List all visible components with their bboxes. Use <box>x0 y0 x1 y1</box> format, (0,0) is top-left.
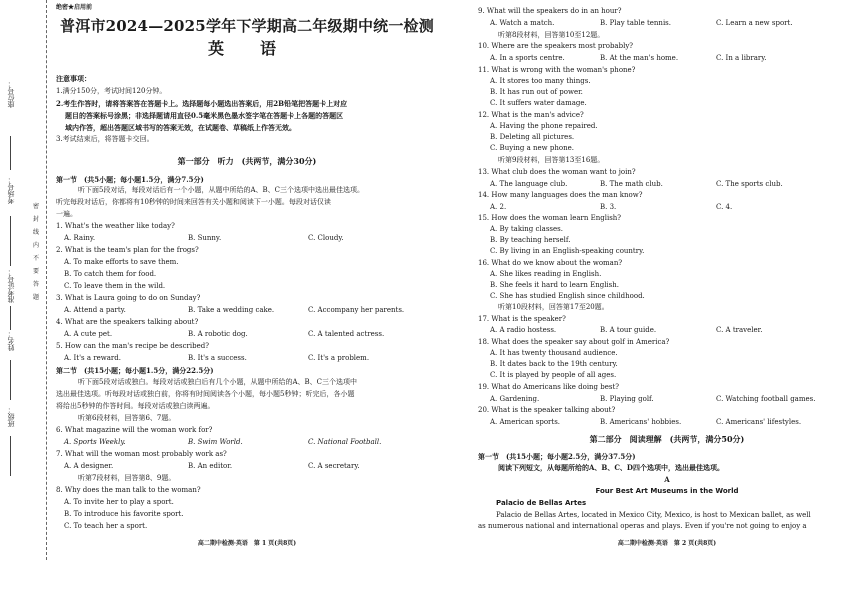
part1-title: 第一部分 听力 (共两节，满分30分) <box>177 156 317 166</box>
option: B. Take a wedding cake. <box>188 306 275 314</box>
option: A. It stores too many things. <box>490 77 591 85</box>
option: B. Swim World. <box>188 438 243 446</box>
exam-room-label: 考场号： <box>7 176 15 204</box>
page-2 <box>478 0 856 560</box>
option: C. She has studied English since childhood. <box>490 292 645 300</box>
option: C. It's a problem. <box>308 354 370 362</box>
question-16: 16. What do we know about the woman? <box>478 259 623 267</box>
museum-heading: Palacio de Bellas Artes <box>496 499 587 507</box>
notice-line: 3.考试结束后，将答题卡交回。 <box>56 135 154 143</box>
seat-label: 座位号： <box>7 80 15 108</box>
section1-title: 第一节 (共5小题；每小题1.5分，满分7.5分) <box>56 175 204 184</box>
section2-instruction: 选出最佳选项。听每段对话或独白前，你将有时间阅读各个小题，每小题5秒钟；听完后，各小题 <box>56 390 355 398</box>
option: C. The sports club. <box>716 180 783 188</box>
option: A. To invite her to play a sport. <box>64 498 174 506</box>
option: B. It's a success. <box>188 354 247 362</box>
option: A. In a sports centre. <box>490 54 565 62</box>
ticket-label: 准考证号： <box>7 268 15 303</box>
question-1: 1. What's the weather like today? <box>56 222 175 230</box>
material-note: 听第6段材料，回答第6、7题。 <box>78 414 176 422</box>
option: A. By taking classes. <box>490 225 563 233</box>
binding-margin <box>0 0 47 560</box>
option: C. Buying a new phone. <box>490 144 574 152</box>
material-note: 听第7段材料，回答第8、9题。 <box>78 474 176 482</box>
question-8: 8. Why does the man talk to the woman? <box>56 486 201 494</box>
name-line <box>10 360 11 400</box>
option: C. A secretary. <box>308 462 360 470</box>
question-2: 2. What is the team's plan for the frogs? <box>56 246 199 254</box>
option: B. A robotic dog. <box>188 330 248 338</box>
question-11: 11. What is wrong with the woman's phone? <box>478 66 636 74</box>
question-12: 12. What is the man's advice? <box>478 111 584 119</box>
option: B. At the man's home. <box>600 54 679 62</box>
option: C. Accompany her parents. <box>308 306 405 314</box>
notice-line: 2.考生作答时，请将答案答在答题卡上。选择题每小题选出答案后，用2B铅笔把答题卡上对应 <box>56 99 348 108</box>
option: C. Americans' lifestyles. <box>716 418 802 426</box>
question-10: 10. Where are the speakers most probably? <box>478 42 634 50</box>
material-note: 听第9段材料，回答第13至16题。 <box>498 156 605 164</box>
option: B. Play table tennis. <box>600 19 671 27</box>
page-2-footer: 高二期中检测·英语 第 2 页(共8页) <box>617 540 717 547</box>
option: C. A traveler. <box>716 326 763 334</box>
option: B. Playing golf. <box>600 395 654 403</box>
material-note: 听第8段材料，回答第10至12题。 <box>498 31 605 39</box>
part2-title: 第二部分 阅读理解 (共两节，满分50分) <box>589 434 745 444</box>
confidential-mark: 绝密★启用前 <box>56 4 93 11</box>
option: B. She feels it hard to learn English. <box>490 281 619 289</box>
seat-line <box>10 136 11 170</box>
option: B. It has run out of power. <box>490 88 583 96</box>
question-9: 9. What will the speakers do in an hour? <box>478 7 622 15</box>
section1-instruction: 听完每段对话后，你都将有10秒钟的时间来回答有关小题和阅读下一小题。每段对话仅读 <box>56 198 331 206</box>
option: A. She likes reading in English. <box>490 270 602 278</box>
option: C. In a library. <box>716 54 767 62</box>
option: A. It's a reward. <box>64 354 121 362</box>
ticket-line <box>10 306 11 330</box>
option: C. Cloudy. <box>308 234 344 242</box>
notice-title: 注意事项： <box>56 74 91 83</box>
option: A. Gardening. <box>490 395 540 403</box>
question-3: 3. What is Laura going to do on Sunday? <box>56 294 201 302</box>
page-1 <box>48 0 446 560</box>
question-20: 20. What is the speaker talking about? <box>478 406 616 414</box>
question-5: 5. How can the man's recipe be described? <box>56 342 209 350</box>
option: A. A designer. <box>64 462 114 470</box>
option: A. It has twenty thousand audience. <box>490 349 618 357</box>
option: A. Watch a match. <box>490 19 555 27</box>
question-19: 19. What do Americans like doing best? <box>478 383 620 391</box>
section1-instruction: 听下面5段对话，每段对话后有一个小题，从题中所给的A、B、C三个选项中选出最佳选项。 <box>78 186 365 194</box>
option: A. Having the phone repaired. <box>490 122 598 130</box>
option: C. It is played by people of all ages. <box>490 371 617 379</box>
option: B. By teaching herself. <box>490 236 571 244</box>
section2-instruction: 将给出5秒钟的作答时间。每段对话或独白读两遍。 <box>56 402 215 410</box>
passage-title: Four Best Art Museums in the World <box>595 487 739 495</box>
option: A. To make efforts to save them. <box>64 258 179 266</box>
option: C. To teach her a sport. <box>64 522 148 530</box>
question-17: 17. What is the speaker? <box>478 315 566 323</box>
option: B. To catch them for food. <box>64 270 157 278</box>
exam-room-line <box>10 216 11 266</box>
option: C. National Football. <box>308 438 382 446</box>
option: B. Americans' hobbies. <box>600 418 682 426</box>
section2-title: 第二节 (共15小题；每小题1.5分，满分22.5分) <box>56 366 214 375</box>
option: C. 4. <box>716 203 733 211</box>
option: A. 2. <box>490 203 507 211</box>
subject-title: 英 语 <box>207 39 286 58</box>
question-4: 4. What are the speakers talking about? <box>56 318 199 326</box>
option: C. To leave them in the wild. <box>64 282 166 290</box>
passage-text: Palacio de Bellas Artes, located in Mexico City, Mexico, is host to Mexican ballet, as well <box>496 511 811 519</box>
class-line <box>10 436 11 476</box>
option: C. It suffers water damage. <box>490 99 587 107</box>
question-18: 18. What does the speaker say about golf in America? <box>478 338 670 346</box>
option: A. A radio hostess. <box>490 326 557 334</box>
reading-section1-title: 第一节 (共15小题；每小题2.5分，满分37.5分) <box>478 452 636 461</box>
reading-section1-instruction: 阅读下列短文，从每题所给的A、B、C、D四个选项中，选出最佳选项。 <box>498 463 724 472</box>
option: B. The math club. <box>600 180 663 188</box>
option: A. Sports Weekly. <box>64 438 126 446</box>
option: B. Sunny. <box>188 234 222 242</box>
option: A. The language club. <box>490 180 568 188</box>
exam-title: 普洱市2024—2025学年下学期高二年级期中统一检测 <box>60 17 434 35</box>
option: C. Watching football games. <box>716 395 816 403</box>
passage-letter: A <box>664 475 670 484</box>
question-14: 14. How many languages does the man know? <box>478 191 643 199</box>
option: B. To introduce his favorite sport. <box>64 510 184 518</box>
option: C. Learn a new sport. <box>716 19 793 27</box>
section2-instruction: 听下面5段对话或独白。每段对话或独白后有几个小题，从题中所给的A、B、C三个选项中 <box>78 378 358 386</box>
question-15: 15. How does the woman learn English? <box>478 214 622 222</box>
passage-text: as numerous national and international operas and plays. Even if you're not going to enjoy a <box>478 522 807 530</box>
question-7: 7. What will the woman most probably work as? <box>56 450 227 458</box>
seal-line-text: 密 封 线 内 不 要 答 题 <box>32 203 39 301</box>
material-note: 听第10段材料，回答第17至20题。 <box>498 303 609 311</box>
option: A. Rainy. <box>64 234 96 242</box>
class-label: 班级： <box>7 406 15 427</box>
option: B. A tour guide. <box>600 326 657 334</box>
page-1-footer: 高二期中检测·英语 第 1 页(共8页) <box>197 540 297 547</box>
option: A. American sports. <box>490 418 561 426</box>
option: B. An editor. <box>188 462 233 470</box>
name-label: 姓名： <box>7 330 15 351</box>
option: C. A talented actress. <box>308 330 385 338</box>
notice-line: 题目的答案标号涂黑；非选择题请用直径0.5毫米黑色墨水签字笔在答题卡上各题的答题区 <box>65 111 344 120</box>
option: B. 3. <box>600 203 617 211</box>
option: B. It dates back to the 19th century. <box>490 360 618 368</box>
option: A. Attend a party. <box>64 306 126 314</box>
option: B. Deleting all pictures. <box>490 133 575 141</box>
notice-line: 域内作答，超出答题区域书写的答案无效，在试题卷、草稿纸上作答无效。 <box>65 123 296 132</box>
option: C. By living in an English-speaking country. <box>490 247 645 255</box>
notice-line: 1.满分150分，考试时间120分钟。 <box>56 87 167 95</box>
section1-instruction: 一遍。 <box>56 210 77 218</box>
question-6: 6. What magazine will the woman work for? <box>56 426 213 434</box>
question-13: 13. What club does the woman want to join? <box>478 168 636 176</box>
option: A. A cute pet. <box>64 330 113 338</box>
